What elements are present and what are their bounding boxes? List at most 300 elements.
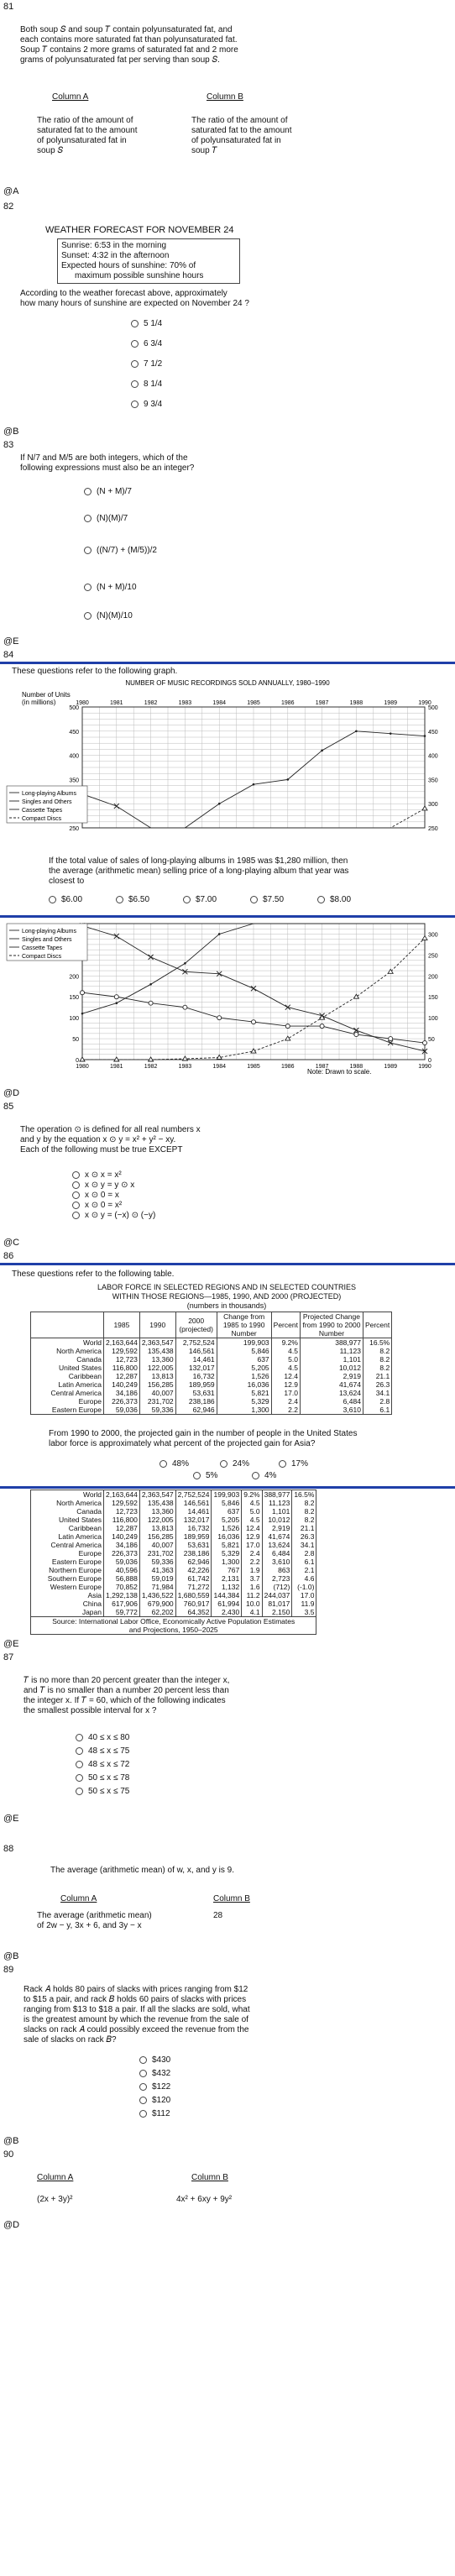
option-d[interactable]: (N + M)/10: [84, 583, 137, 592]
option-e[interactable]: 4%: [252, 1471, 276, 1480]
table-cell: 238,186: [175, 1549, 212, 1558]
data-point: [389, 1037, 393, 1041]
legend-label: Compact Discs: [22, 816, 62, 822]
table-cell: 26.3: [292, 1532, 316, 1541]
table-cell: 12.4: [242, 1524, 262, 1532]
table-cell: 12,723: [104, 1507, 140, 1516]
answer-label: @D: [3, 1088, 20, 1098]
option-c[interactable]: x ⊙ 0 = x: [72, 1191, 119, 1200]
radio-icon: [131, 320, 139, 327]
radio-icon: [72, 1202, 80, 1209]
table-cell: 226,373: [104, 1397, 140, 1406]
table-cell: 122,005: [139, 1364, 175, 1372]
option-a[interactable]: 5 1/4: [131, 319, 162, 328]
answer-label: @D: [3, 2220, 20, 2230]
option-b[interactable]: $6.50: [116, 895, 149, 904]
table-cell: 231,702: [139, 1549, 175, 1558]
table-cell: 2,919: [262, 1524, 292, 1532]
table-cell: 41,674: [300, 1380, 363, 1389]
row-label: North America: [56, 1499, 102, 1507]
option-e[interactable]: 9 3/4: [131, 400, 162, 409]
table-cell: 13,624: [262, 1541, 292, 1549]
table-cell: 40,007: [139, 1389, 175, 1397]
column-b-text: 4x² + 6xy + 9y²: [176, 2195, 233, 2204]
table-cell: 8.2: [363, 1347, 391, 1355]
option-b[interactable]: 6 3/4: [131, 339, 162, 348]
table-cell: 760,917: [175, 1600, 212, 1608]
option-b[interactable]: x ⊙ y = y ⊙ x: [72, 1181, 134, 1190]
table-cell: 144,384: [212, 1591, 242, 1600]
table-cell: 3,610: [262, 1558, 292, 1566]
table-cell: 59,036: [104, 1558, 140, 1566]
radio-icon: [183, 896, 191, 903]
radio-icon: [250, 896, 258, 903]
table-cell: 140,249: [104, 1532, 140, 1541]
table-cell: 5,821: [212, 1541, 242, 1549]
option-b[interactable]: 24%: [220, 1459, 249, 1469]
table-cell: 21.1: [363, 1372, 391, 1380]
table-row: [31, 1516, 316, 1524]
answer-label: @C: [3, 1238, 20, 1248]
column-b-text: 28: [213, 1911, 223, 1920]
table-cell: 11,123: [300, 1347, 363, 1355]
option-a[interactable]: $430: [139, 2055, 170, 2065]
data-point: [182, 1056, 187, 1060]
option-d[interactable]: $7.50: [250, 895, 284, 904]
radio-icon: [76, 1761, 83, 1768]
table-cell: 62,946: [175, 1558, 212, 1566]
option-c[interactable]: 17%: [279, 1459, 308, 1469]
table-cell: 231,702: [139, 1397, 175, 1406]
table-cell: 1,300: [217, 1406, 271, 1415]
radio-icon: [160, 1460, 167, 1468]
answer-label: @B: [3, 427, 19, 437]
table-cell: 132,017: [175, 1516, 212, 1524]
x-tick-label: 1987: [315, 1064, 329, 1070]
x-tick-label: 1988: [349, 1064, 363, 1070]
data-point: [285, 1024, 290, 1029]
question-stem: According to the weather forecast above, approximately how many hours of sunshine are expected on November 24 ?: [20, 289, 249, 308]
table-cell: 1,680,559: [175, 1591, 212, 1600]
table-cell: 8.2: [292, 1499, 316, 1507]
x-tick-label: 1985: [247, 700, 260, 706]
question-number: 82: [3, 202, 14, 212]
data-point: [81, 991, 85, 995]
legend-label: Compact Discs: [22, 954, 62, 960]
table-cell: 2,752,524: [175, 1490, 212, 1500]
table-row: [31, 1591, 316, 1600]
option-a[interactable]: 40 ≤ x ≤ 80: [76, 1733, 129, 1742]
plot-area: [7, 700, 438, 832]
column-a-text: The average (arithmetic mean) of 2w − y, 3x + 6, and 3y − x: [37, 1911, 152, 1930]
question-number: 85: [3, 1102, 14, 1112]
radio-icon: [139, 2056, 147, 2064]
table-cell: 56,888: [104, 1574, 140, 1583]
data-point: [353, 994, 358, 998]
x-tick-label: 1983: [178, 1064, 192, 1070]
y-tick-label: 400: [428, 753, 438, 760]
table-cell: 2,752,524: [175, 1338, 217, 1348]
table-row: [31, 1380, 392, 1389]
table-cell: 2,150: [262, 1608, 292, 1617]
table-cell: 8.2: [292, 1516, 316, 1524]
table-cell: 679,900: [139, 1600, 175, 1608]
table-intro: These questions refer to the following table.: [12, 1270, 175, 1279]
y-tick-label: 450: [428, 729, 438, 736]
table-cell: 16.5%: [292, 1490, 316, 1500]
data-point: [217, 1016, 222, 1020]
table-cell: 11.9: [292, 1600, 316, 1608]
table-cell: 21.1: [292, 1524, 316, 1532]
table-cell: 129,592: [104, 1347, 140, 1355]
x-tick-label: 1980: [76, 1064, 89, 1070]
x-tick-label: 1980: [76, 700, 89, 706]
radio-icon: [84, 547, 92, 554]
option-d[interactable]: 8 1/4: [131, 380, 162, 389]
table-cell: 40,596: [104, 1566, 140, 1574]
x-tick-label: 1982: [144, 1064, 158, 1070]
table-cell: 2,723: [262, 1574, 292, 1583]
option-d[interactable]: $120: [139, 2096, 170, 2105]
table-cell: 4.5: [242, 1516, 262, 1524]
radio-icon: [131, 340, 139, 348]
table-cell: 14,461: [175, 1355, 217, 1364]
table-cell: 2,131: [212, 1574, 242, 1583]
chart-legend: [7, 924, 87, 961]
x-tick-label: 1981: [110, 700, 123, 706]
answer-label: @E: [3, 1814, 19, 1824]
y-tick-label: 300: [428, 802, 438, 809]
table-cell: (712): [262, 1583, 292, 1591]
table-cell: 1,526: [212, 1524, 242, 1532]
row-label: Japan: [81, 1608, 102, 1616]
option-c[interactable]: $122: [139, 2082, 170, 2092]
table-cell: 3.5: [292, 1608, 316, 1617]
table-cell: 189,959: [175, 1532, 212, 1541]
table-cell: 59,336: [139, 1558, 175, 1566]
legend-label: Cassette Tapes: [22, 808, 63, 814]
table-cell: 11.2: [242, 1591, 262, 1600]
legend-label: Cassette Tapes: [22, 945, 63, 951]
table-cell: 6,484: [300, 1397, 363, 1406]
table-cell: 1.9: [242, 1566, 262, 1574]
x-tick-label: 1984: [212, 1064, 226, 1070]
table-cell: 26.3: [363, 1380, 391, 1389]
graph-intro: These questions refer to the following graph.: [12, 667, 178, 676]
option-e[interactable]: $112: [139, 2109, 170, 2118]
forecast-title: WEATHER FORECAST FOR NOVEMBER 24: [45, 225, 234, 235]
column-b-heading: Column B: [207, 92, 243, 102]
option-c[interactable]: 48 ≤ x ≤ 72: [76, 1760, 129, 1769]
option-b[interactable]: $432: [139, 2069, 170, 2078]
option-e[interactable]: (N)(M)/10: [84, 611, 133, 620]
table-cell: 13,360: [139, 1507, 175, 1516]
x-tick-label: 1989: [384, 1064, 397, 1070]
question-number: 89: [3, 1965, 14, 1975]
radio-icon: [72, 1181, 80, 1189]
legend-label: Singles and Others: [22, 799, 72, 805]
table-cell: 41,363: [139, 1566, 175, 1574]
data-point: [422, 806, 427, 810]
table-cell: 42,226: [175, 1566, 212, 1574]
option-b[interactable]: 48 ≤ x ≤ 75: [76, 1746, 129, 1756]
row-label: Western Europe: [50, 1583, 102, 1591]
table-cell: 34.1: [363, 1389, 391, 1397]
y-tick-label: 350: [69, 778, 79, 784]
table-cell: 388,977: [300, 1338, 363, 1348]
option-d[interactable]: 5%: [193, 1471, 217, 1480]
table-cell: 4.5: [271, 1364, 300, 1372]
y-tick-label: 500: [69, 705, 79, 711]
table-cell: 5,205: [217, 1364, 271, 1372]
option-c[interactable]: ((N/7) + (M/5))/2: [84, 546, 157, 555]
y-tick-label: 0: [76, 1058, 79, 1064]
table-cell: 617,906: [104, 1600, 140, 1608]
table-cell: 2,363,547: [139, 1338, 175, 1348]
y-tick-label: 150: [69, 995, 79, 1002]
table-cell: 62,202: [139, 1608, 175, 1617]
stem-line: grams of polyunsaturated fat per serving than soup 𝑆.: [20, 55, 220, 65]
table-cell: 59,336: [139, 1406, 175, 1415]
row-label: Eastern Europe: [51, 1406, 102, 1414]
option-c[interactable]: $7.00: [183, 895, 217, 904]
table-cell: 71,984: [139, 1583, 175, 1591]
row-label: Central America: [50, 1541, 102, 1549]
radio-icon: [84, 488, 92, 495]
data-point: [287, 778, 290, 781]
question-number: 83: [3, 440, 14, 450]
table-cell: 41,674: [262, 1532, 292, 1541]
row-label: Northern Europe: [49, 1566, 102, 1574]
table-cell: 8.2: [292, 1507, 316, 1516]
radio-icon: [76, 1747, 83, 1755]
table-cell: 5,329: [217, 1397, 271, 1406]
table-row: [31, 1338, 392, 1348]
data-point: [321, 750, 323, 752]
answer-label: @A: [3, 186, 19, 196]
table-cell: 2.8: [363, 1397, 391, 1406]
question-number: 84: [3, 650, 14, 660]
x-tick-label: 1985: [247, 1064, 260, 1070]
table-cell: 388,977: [262, 1490, 292, 1500]
x-tick-label: 1990: [418, 1064, 431, 1070]
table-row: [31, 1507, 316, 1516]
chart-title: NUMBER OF MUSIC RECORDINGS SOLD ANNUALLY, 1980–1990: [125, 679, 330, 687]
data-point: [116, 1002, 118, 1004]
table-cell: 3,610: [300, 1406, 363, 1415]
table-cell: 637: [212, 1507, 242, 1516]
table-cell: 6,484: [262, 1549, 292, 1558]
radio-icon: [279, 1460, 286, 1468]
row-label: Latin America: [58, 1532, 102, 1541]
table-cell: 238,186: [175, 1397, 217, 1406]
option-e[interactable]: x ⊙ y = (−x) ⊙ (−y): [72, 1211, 155, 1220]
data-point: [355, 730, 358, 733]
option-d[interactable]: 50 ≤ x ≤ 78: [76, 1773, 129, 1783]
table-row: [31, 1397, 392, 1406]
table-cell: 135,438: [139, 1347, 175, 1355]
table-cell: 2.4: [242, 1549, 262, 1558]
radio-icon: [317, 896, 325, 903]
table-cell: 1,101: [262, 1507, 292, 1516]
table-cell: 17.0: [292, 1591, 316, 1600]
radio-icon: [49, 896, 56, 903]
y-tick-label: 50: [72, 1037, 79, 1044]
table-row: [31, 1574, 316, 1583]
radio-icon: [76, 1774, 83, 1782]
y-tick-label: 250: [428, 953, 438, 960]
answer-label: @E: [3, 636, 19, 647]
option-a[interactable]: 48%: [160, 1459, 189, 1469]
table-cell: 13,624: [300, 1389, 363, 1397]
table-cell: 17.0: [271, 1389, 300, 1397]
table-row: [31, 1608, 316, 1617]
table-row: [31, 1524, 316, 1532]
y-axis-label: Number of Units: [22, 691, 71, 699]
table-cell: 637: [217, 1355, 271, 1364]
radio-icon: [139, 2083, 147, 2091]
column-a-heading: Column A: [52, 92, 89, 102]
table-cell: 16,036: [212, 1532, 242, 1541]
question-number: 81: [3, 2, 14, 12]
table-row: [31, 1583, 316, 1591]
table-cell: 189,959: [175, 1380, 217, 1389]
table-cell: 16.5%: [363, 1338, 391, 1348]
radio-icon: [76, 1788, 83, 1795]
table-cell: 2,363,547: [139, 1490, 175, 1500]
data-point: [422, 935, 427, 940]
option-a[interactable]: x ⊙ x = x²: [72, 1170, 122, 1180]
table-cell: 9.2%: [242, 1490, 262, 1500]
option-a[interactable]: (N + M)/7: [84, 487, 132, 496]
option-c[interactable]: 7 1/2: [131, 359, 162, 369]
data-point: [424, 735, 426, 737]
y-tick-label: 500: [428, 705, 438, 711]
data-point: [183, 1005, 187, 1009]
question-stem: If the total value of sales of long-playing albums in 1985 was $1,280 million, then the average (arithmetic mean) selling price of a long-playing album that year was closest to: [49, 856, 349, 886]
option-e[interactable]: $8.00: [317, 895, 351, 904]
y-tick-label: 200: [428, 974, 438, 981]
table-cell: 13,813: [139, 1524, 175, 1532]
table-cell: 10,012: [262, 1516, 292, 1524]
question-stem: [20, 25, 390, 65]
option-a[interactable]: $6.00: [49, 895, 82, 904]
table-cell: 2,919: [300, 1372, 363, 1380]
divider-bar: [0, 1486, 455, 1489]
table-row: [31, 1566, 316, 1574]
data-point: [218, 803, 221, 805]
table-cell: 2,430: [212, 1608, 242, 1617]
y-tick-label: 400: [69, 753, 79, 760]
row-label: Eastern Europe: [51, 1558, 102, 1566]
table-cell: 9.2%: [271, 1338, 300, 1348]
table-cell: 1,292,138: [104, 1591, 140, 1600]
data-point: [81, 1013, 84, 1015]
option-d[interactable]: x ⊙ 0 = x²: [72, 1201, 122, 1210]
question-number: 87: [3, 1652, 14, 1662]
data-point: [320, 1024, 324, 1029]
question-stem: 𝑇 is no more than 20 percent greater than the integer x, and 𝑇 is no smaller than a number 20 percent less than the integer x. If 𝑇 = 60, which of the following indicates the smallest possible interval for x ?: [24, 1676, 230, 1715]
table-cell: 1,436,522: [139, 1591, 175, 1600]
x-tick-label: 1990: [418, 700, 431, 706]
radio-icon: [252, 1472, 259, 1479]
table-cell: 5.0: [271, 1355, 300, 1364]
table-cell: 140,249: [104, 1380, 140, 1389]
table-cell: 2.8: [292, 1549, 316, 1558]
column-b-heading: Column B: [213, 1894, 250, 1903]
table-cell: 59,036: [104, 1406, 140, 1415]
table-cell: 61,994: [212, 1600, 242, 1608]
stem-line: Both soup 𝑆 and soup 𝑇 contain polyunsaturated fat, and: [20, 25, 233, 34]
row-label: Canada: [76, 1355, 102, 1364]
table-row: [31, 1364, 392, 1372]
x-tick-label: 1981: [110, 1064, 123, 1070]
data-point: [354, 1033, 358, 1037]
table-cell: 10.0: [242, 1600, 262, 1608]
chart-legend: [7, 786, 87, 823]
forecast-box: Sunrise: 6:53 in the morning Sunset: 4:32 in the afternoon Expected hours of sunshine: 70% of maximum possible sunshine hours: [57, 238, 240, 284]
table-cell: 4.6: [292, 1574, 316, 1583]
table-cell: 11,123: [262, 1499, 292, 1507]
row-label: Caribbean: [68, 1524, 102, 1532]
data-point: [390, 732, 392, 735]
radio-icon: [139, 2097, 147, 2104]
table-cell: 34,186: [104, 1389, 140, 1397]
table-cell: 767: [212, 1566, 242, 1574]
row-label: China: [82, 1600, 102, 1608]
x-tick-label: 1987: [315, 700, 329, 706]
plot-area: [7, 923, 438, 1070]
table-cell: 1.6: [242, 1583, 262, 1591]
data-point: [149, 983, 152, 986]
table-cell: 122,005: [139, 1516, 175, 1524]
table-cell: 16,036: [217, 1380, 271, 1389]
table-cell: 116,800: [104, 1364, 140, 1372]
x-tick-label: 1988: [349, 700, 363, 706]
table-cell: 132,017: [175, 1364, 217, 1372]
row-label: Caribbean: [68, 1372, 102, 1380]
x-tick-label: 1986: [281, 1064, 295, 1070]
table-cell: 10,012: [300, 1364, 363, 1372]
table-cell: 81,017: [262, 1600, 292, 1608]
y-tick-label: 100: [69, 1016, 79, 1023]
table-row: [31, 1499, 316, 1507]
table-cell: 156,285: [139, 1380, 175, 1389]
table-cell: 2.4: [271, 1397, 300, 1406]
x-tick-label: 1983: [178, 700, 192, 706]
table-cell: 156,285: [139, 1532, 175, 1541]
x-tick-label: 1982: [144, 700, 158, 706]
chart-note: Note: Drawn to scale.: [307, 1068, 372, 1076]
table-cell: 61,742: [175, 1574, 212, 1583]
option-b[interactable]: (N)(M)/7: [84, 514, 128, 523]
column-a-heading: Column A: [37, 2173, 74, 2182]
column-a-text: The ratio of the amount of saturated fat to the amount of polyunsaturated fat in soup 𝑆: [37, 116, 138, 155]
divider-bar: [0, 1263, 455, 1265]
data-point: [184, 962, 186, 965]
table-row: [31, 1389, 392, 1397]
table-cell: 6.1: [292, 1558, 316, 1566]
question-stem: From 1990 to 2000, the projected gain in the number of people in the United States labor force is approximately what percent of the projected gain for Asia?: [49, 1429, 358, 1448]
table-cell: 146,561: [175, 1347, 217, 1355]
option-e[interactable]: 50 ≤ x ≤ 75: [76, 1787, 129, 1796]
table-cell: 34,186: [104, 1541, 140, 1549]
y-tick-label: 250: [428, 826, 438, 832]
y-tick-label: 250: [69, 826, 79, 832]
table-cell: 53,631: [175, 1389, 217, 1397]
radio-icon: [84, 612, 92, 620]
table-row: [31, 1549, 316, 1558]
